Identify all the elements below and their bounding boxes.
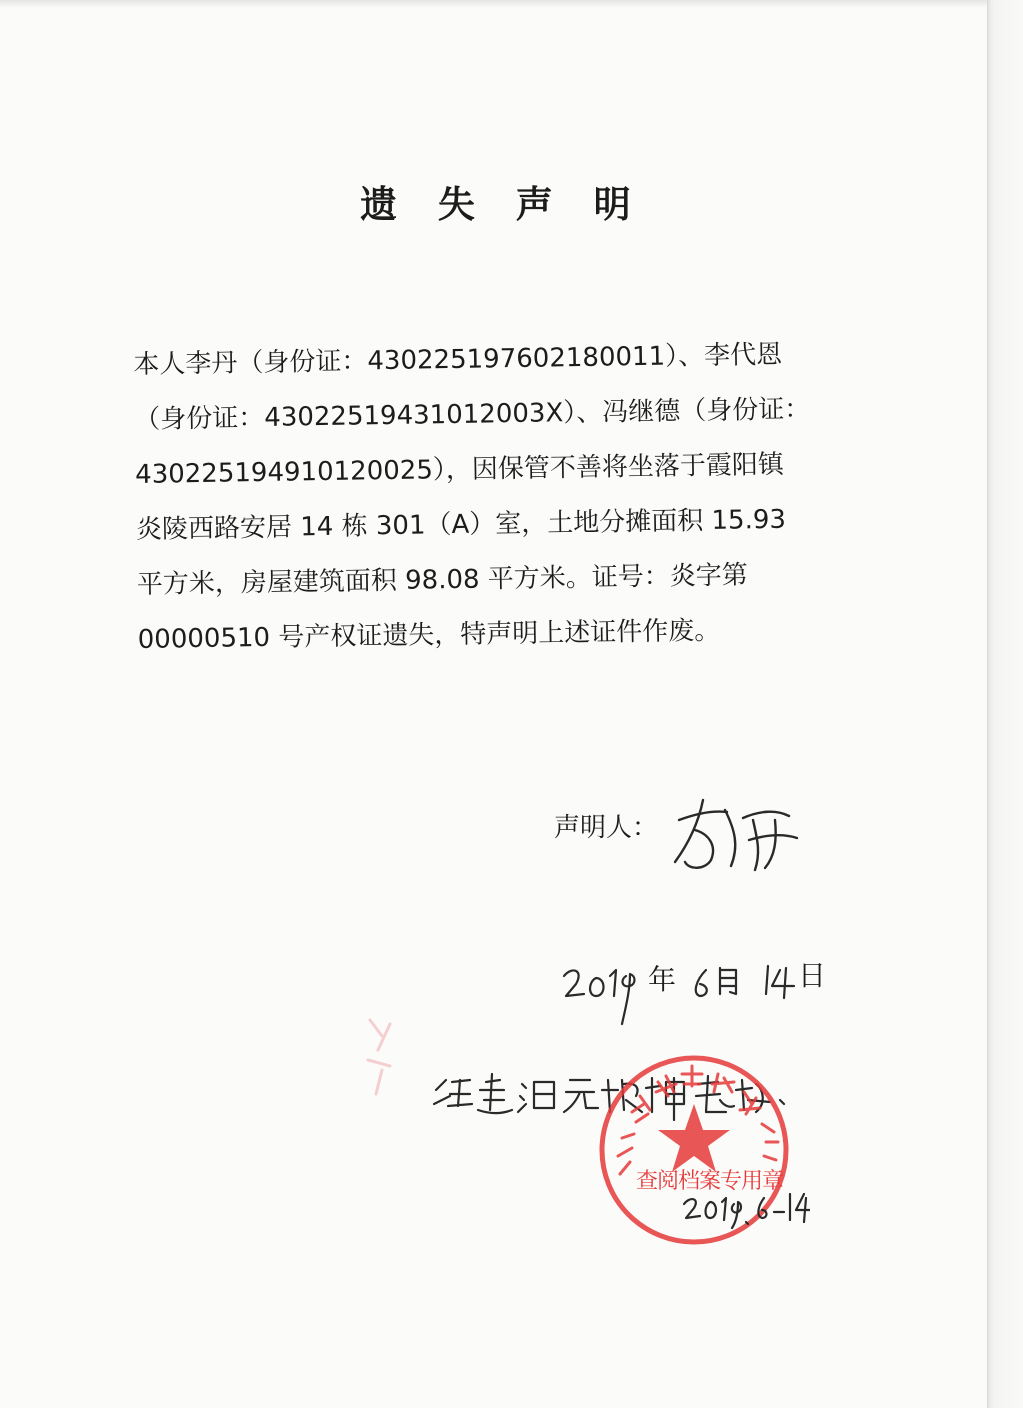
- body-line-1: 本人李丹（身份证：430225197602180011）、李代恩: [133, 339, 783, 380]
- declaration-body: [133, 327, 844, 668]
- page-right-edge: [987, 0, 1023, 1408]
- body-line-6: 00000510 号产权证遗失，特声明上述证件作废。: [137, 615, 721, 655]
- body-line-4: 炎陵西路安居 14 栋 301（A）室，土地分摊面积 15.93: [135, 504, 787, 545]
- declarant-label: 声明人：: [554, 813, 659, 843]
- body-line-3: 430225194910120025），因保管不善将坐落于霞阳镇: [134, 449, 785, 490]
- document-title: 遗 失 声 明: [360, 182, 645, 226]
- body-line-5: 平方米，房屋建筑面积 98.08 平方米。证号：炎字第: [136, 560, 749, 600]
- page-top-edge: [0, 0, 1023, 8]
- seal-bottom-text: 查阅档案专用章: [636, 1169, 784, 1194]
- handwritten-seal-date: [680, 1180, 810, 1230]
- date-day-char: 日: [798, 959, 827, 992]
- body-line-2: （身份证：43022519431012003X）、冯继德（身份证：: [134, 394, 811, 435]
- declaration-date: [560, 950, 840, 1030]
- faint-red-smudge: [360, 1010, 410, 1100]
- handwritten-signature: [665, 790, 805, 880]
- date-year-char: 年: [648, 963, 677, 996]
